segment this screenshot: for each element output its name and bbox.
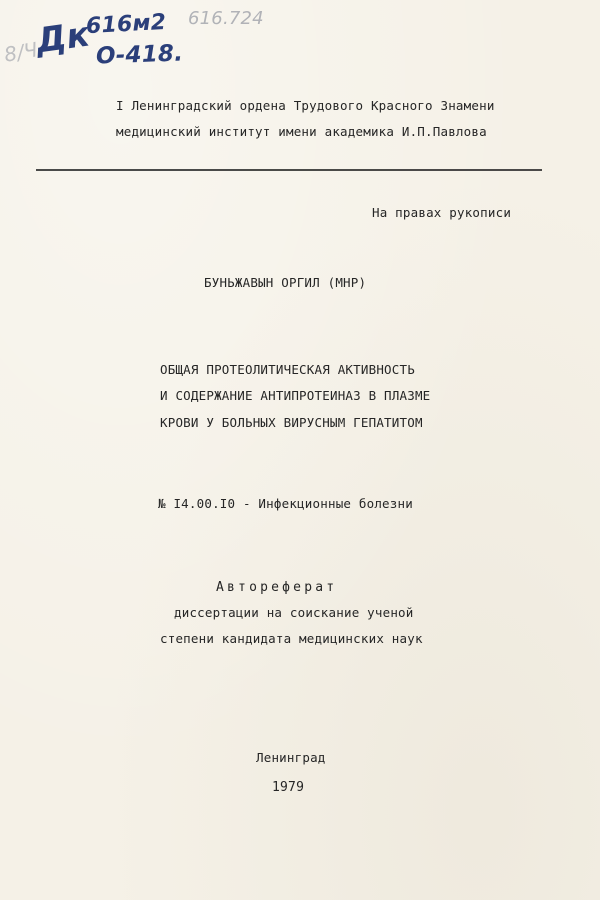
abstract-heading: Автореферат: [216, 580, 338, 595]
catalog-code-shelf: 616м2: [85, 9, 167, 40]
catalog-code-left: Дк: [33, 14, 93, 62]
author-name: БУНЬЖАВЫН ОРГИЛ (МНР): [204, 275, 367, 290]
title-line-1: ОБЩАЯ ПРОТЕОЛИТИЧЕСКАЯ АКТИВНОСТЬ: [160, 362, 415, 377]
rights-note: На правах рукописи: [372, 205, 512, 220]
year: 1979: [272, 780, 305, 795]
title-line-2: И СОДЕРЖАНИЕ АНТИПРОТЕИНАЗ В ПЛАЗМЕ: [160, 388, 431, 403]
institution-line-1: I Ленинградский ордена Трудового Красного Знамени: [116, 98, 495, 113]
pencil-note: 616.724: [188, 8, 264, 29]
abstract-line-3: степени кандидата медицинских наук: [160, 631, 423, 646]
specialty-code: № I4.00.I0 - Инфекционные болезни: [158, 496, 413, 511]
title-line-3: КРОВИ У БОЛЬНЫХ ВИРУСНЫМ ГЕПАТИТОМ: [160, 415, 423, 430]
city: Ленинград: [256, 750, 326, 765]
institution-line-2: медицинский институт имени академика И.П.Павлова: [116, 124, 487, 139]
abstract-line-2: диссертации на соискание ученой: [174, 605, 414, 620]
header-divider: [36, 169, 542, 171]
pencil-side-mark: 8/Ч: [2, 37, 40, 67]
catalog-code-number: О-418.: [95, 40, 184, 70]
